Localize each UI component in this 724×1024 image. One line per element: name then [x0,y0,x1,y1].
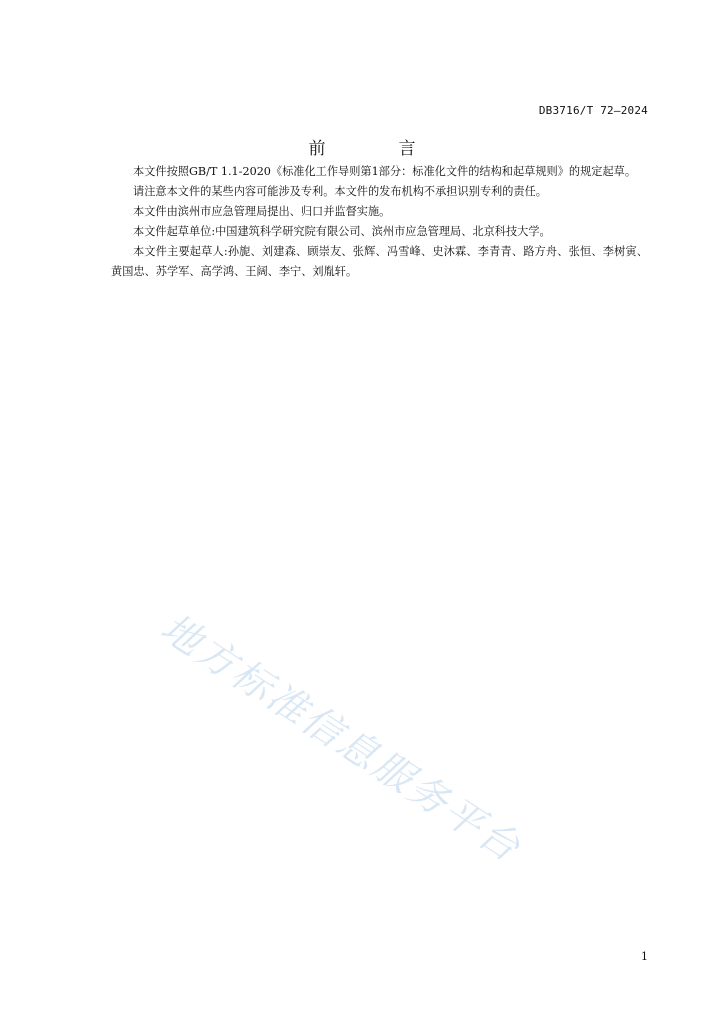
watermark-text: 地方标准信息服务平台 [152,605,530,873]
document-code: DB3716/T 72—2024 [538,104,648,117]
section-title: 前 言 [308,139,444,159]
paragraph-patent-notice: 请注意本文件的某些内容可能涉及专利。本文件的发布机构不承担识别专利的责任。 [133,185,547,198]
foreword-body [111,162,648,282]
paragraph-drafters: 本文件主要起草人:孙旎、刘建森、顾崇友、张辉、冯雪峰、史沐霖、李青青、路方舟、张恒、李树寅、黄国忠、苏学军、高学鸿、王阔、李宁、刘胤轩。 [111,245,648,278]
paragraph-drafting-units: 本文件起草单位:中国建筑科学研究院有限公司、滨州市应急管理局、北京科技大学。 [133,225,551,238]
paragraph-proposer: 本文件由滨州市应急管理局提出、归口并监督实施。 [133,205,391,218]
paragraph-drafting-rules: 本文件按照GB/T 1.1-2020《标准化工作导则第1部分：标准化文件的结构和起草规则》的规定起草。 [133,165,637,178]
page-number: 1 [641,950,648,963]
